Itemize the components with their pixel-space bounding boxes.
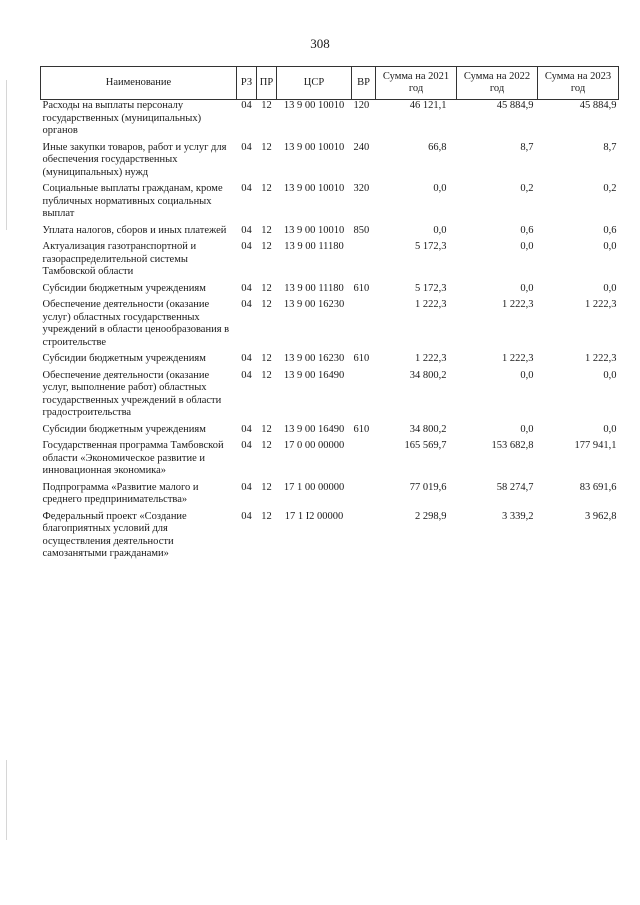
row-pr: 12 [261, 100, 272, 111]
row-sum-2022: 153 682,8 [491, 440, 534, 451]
row-sum-2023: 1 222,3 [585, 353, 617, 364]
row-csr: 13 9 00 11180 [284, 282, 344, 294]
row-rz: 04 [241, 224, 252, 236]
row-vr: 610 [353, 353, 370, 364]
row-sum-2022: 8,7 [520, 141, 534, 153]
table-row [41, 299, 619, 353]
row-sum-2021: 0,0 [433, 183, 447, 194]
row-name: Уплата налогов, сборов и иных платежей [42, 224, 227, 236]
row-sum-2022: 58 274,7 [496, 481, 534, 493]
row-sum-2023: 1 222,3 [585, 299, 617, 310]
row-vr: 850 [353, 224, 370, 236]
table-row [41, 283, 619, 300]
row-rz: 04 [241, 241, 252, 252]
row-sum-2022: 3 339,2 [502, 510, 534, 522]
row-vr: 240 [353, 141, 370, 153]
row-sum-2022: 45 884,9 [496, 100, 534, 111]
row-csr: 13 9 00 10010 [283, 100, 345, 111]
row-sum-2022: 0,2 [520, 183, 534, 194]
row-vr [352, 482, 376, 511]
row-csr: 17 1 00 00000 [283, 481, 345, 493]
row-pr: 12 [261, 423, 272, 435]
row-sum-2021: 34 800,2 [409, 423, 447, 435]
row-name: Социальные выплаты гражданам, кроме публичных нормативных социальных выплат [42, 183, 223, 219]
row-rz: 04 [241, 440, 252, 451]
row-csr: 13 9 00 16230 [283, 299, 345, 310]
table-row [41, 424, 619, 441]
row-pr: 12 [261, 369, 272, 381]
row-sum-2023: 8,7 [603, 141, 617, 153]
row-sum-2023: 45 884,9 [579, 100, 617, 111]
row-sum-2023: 0,0 [603, 423, 617, 435]
table-header-row [41, 67, 619, 100]
row-csr: 13 9 00 10010 [283, 224, 345, 236]
row-vr [352, 241, 376, 283]
row-name: Расходы на выплаты персоналу государственных (муниципальных) органов [42, 100, 202, 136]
row-rz: 04 [241, 353, 252, 364]
row-vr: 610 [353, 423, 370, 435]
row-sum-2021: 2 298,9 [415, 510, 447, 522]
row-rz: 04 [241, 183, 252, 194]
row-name: Субсидии бюджетным учреждениям [42, 353, 206, 364]
row-vr: 610 [353, 282, 370, 294]
table-row [41, 241, 619, 283]
row-sum-2022: 1 222,3 [502, 353, 534, 364]
row-pr: 12 [261, 481, 272, 493]
row-name: Федеральный проект «Создание благоприятных условий для осуществления деятельности самозанятыми гражданами» [42, 510, 187, 559]
row-name: Государственная программа Тамбовской области «Экономическое развитие и инновационная экономика» [42, 440, 224, 476]
column-header-sum-2023: Сумма на 2023 год [538, 67, 619, 100]
row-rz: 04 [241, 299, 252, 310]
row-rz: 04 [241, 423, 252, 435]
row-sum-2022: 0,0 [520, 369, 534, 381]
row-pr: 12 [261, 353, 272, 364]
row-sum-2021: 34 800,2 [409, 369, 447, 381]
row-name: Иные закупки товаров, работ и услуг для обеспечения государственных (муниципальных) нужд [42, 141, 227, 178]
row-sum-2022: 0,0 [520, 241, 534, 252]
row-pr: 12 [261, 141, 272, 153]
row-sum-2023: 177 941,1 [574, 440, 617, 451]
row-pr: 12 [261, 299, 272, 310]
row-pr: 12 [261, 183, 272, 194]
row-rz: 04 [241, 510, 252, 522]
row-sum-2021: 66,8 [428, 141, 447, 153]
row-vr [352, 299, 376, 353]
row-name: Субсидии бюджетным учреждениям [42, 423, 206, 435]
table-row [41, 511, 619, 565]
row-name: Актуализация газотранспортной и газораспределительной системы Тамбовской области [42, 241, 197, 277]
row-pr: 12 [261, 282, 272, 294]
row-name: Субсидии бюджетным учреждениям [42, 282, 206, 294]
row-vr: 320 [353, 183, 370, 194]
scan-edge-mark [6, 80, 7, 230]
table-body [41, 100, 619, 565]
scan-edge-mark [6, 760, 7, 840]
row-csr: 13 9 00 10010 [283, 141, 345, 153]
row-pr: 12 [261, 510, 272, 522]
column-header-name: Наименование [41, 67, 237, 100]
column-header-sum-2022: Сумма на 2022 год [457, 67, 538, 100]
row-name: Подпрограмма «Развитие малого и среднего предпринимательства» [42, 481, 199, 505]
row-sum-2022: 1 222,3 [502, 299, 534, 310]
row-sum-2023: 0,0 [603, 241, 617, 252]
table-row [41, 440, 619, 482]
column-header-sum-2021: Сумма на 2021 год [376, 67, 457, 100]
row-name: Обеспечение деятельности (оказание услуг) областных государственных учреждений в области ценообразования в строительстве [42, 299, 230, 348]
column-header-vr: ВР [352, 67, 376, 100]
table-row [41, 142, 619, 184]
row-csr: 13 9 00 16230 [283, 353, 345, 364]
row-sum-2023: 0,6 [603, 224, 617, 236]
row-sum-2021: 77 019,6 [409, 481, 447, 493]
row-sum-2022: 0,6 [520, 224, 534, 236]
row-csr: 13 9 00 16490 [283, 369, 345, 381]
row-pr: 12 [261, 224, 272, 236]
table-row [41, 370, 619, 424]
row-rz: 04 [241, 369, 252, 381]
row-rz: 04 [241, 141, 252, 153]
row-sum-2023: 0,0 [603, 369, 617, 381]
row-pr: 12 [261, 440, 272, 451]
row-sum-2023: 0,2 [603, 183, 617, 194]
table-row [41, 225, 619, 242]
row-sum-2021: 5 172,3 [415, 282, 447, 294]
row-sum-2022: 0,0 [520, 282, 534, 294]
row-sum-2021: 1 222,3 [415, 353, 447, 364]
row-csr: 13 9 00 11180 [284, 241, 344, 252]
row-vr [352, 370, 376, 424]
row-vr: 120 [353, 100, 370, 111]
row-rz: 04 [241, 481, 252, 493]
page-number: 308 [310, 36, 330, 51]
row-csr: 17 0 00 00000 [283, 440, 345, 451]
table-row [41, 482, 619, 511]
table-row [41, 353, 619, 370]
row-sum-2021: 5 172,3 [415, 241, 447, 252]
column-header-csr: ЦСР [277, 67, 352, 100]
row-sum-2021: 165 569,7 [404, 440, 447, 451]
row-rz: 04 [241, 282, 252, 294]
row-sum-2021: 0,0 [433, 224, 447, 236]
row-csr: 13 9 00 10010 [283, 183, 345, 194]
table-row [41, 183, 619, 225]
row-name: Обеспечение деятельности (оказание услуг, выполнение работ) областных государственных учреждений в области градостроительства [42, 369, 222, 418]
row-sum-2021: 46 121,1 [409, 100, 447, 111]
row-pr: 12 [261, 241, 272, 252]
row-csr: 17 1 I2 00000 [284, 510, 344, 522]
table-row [41, 100, 619, 142]
column-header-pr: ПР [257, 67, 277, 100]
column-header-rz: РЗ [237, 67, 257, 100]
row-sum-2022: 0,0 [520, 423, 534, 435]
row-csr: 13 9 00 16490 [283, 423, 345, 435]
row-rz: 04 [241, 100, 252, 111]
budget-table [40, 66, 619, 565]
row-vr [352, 440, 376, 482]
row-sum-2023: 3 962,8 [585, 510, 617, 522]
row-sum-2023: 0,0 [603, 282, 617, 294]
row-vr [352, 511, 376, 565]
row-sum-2021: 1 222,3 [415, 299, 447, 310]
row-sum-2023: 83 691,6 [579, 481, 617, 493]
